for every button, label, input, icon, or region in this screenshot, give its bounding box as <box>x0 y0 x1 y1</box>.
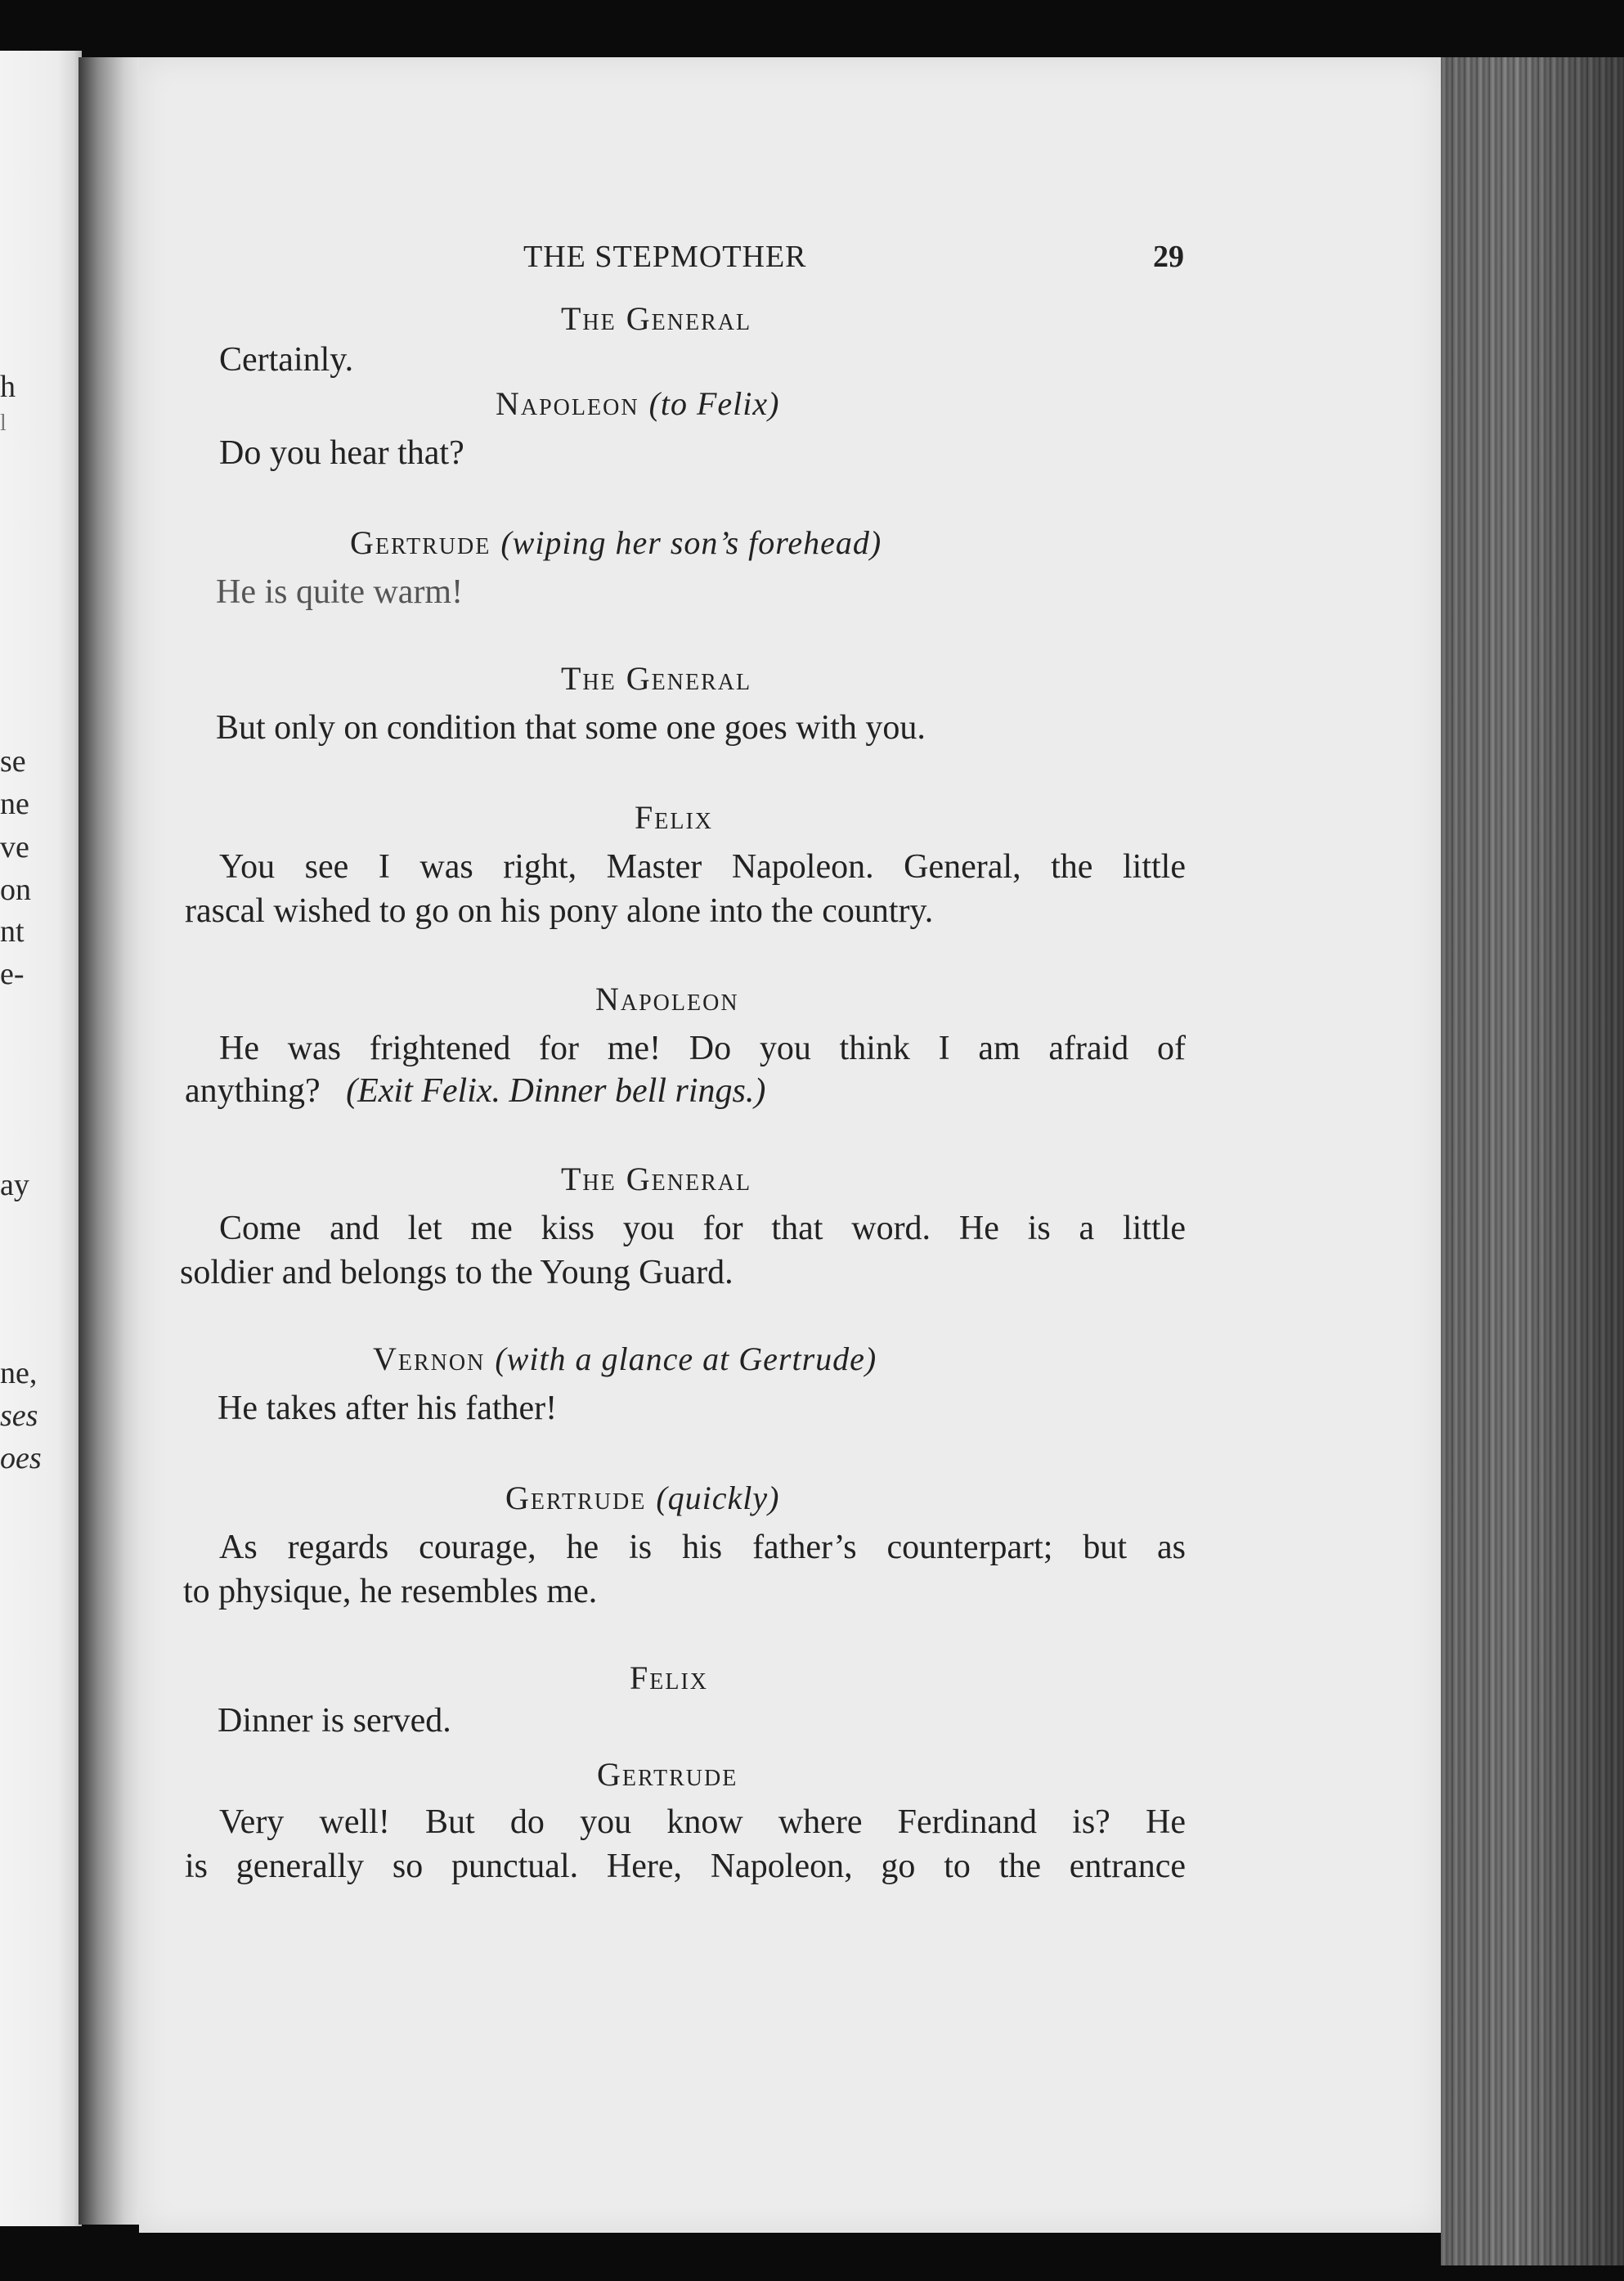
dialogue-line: He takes after his father! <box>218 1390 558 1427</box>
dialogue-line: Dinner is served. <box>218 1702 451 1740</box>
speaker-name: Gertrude <box>350 524 491 561</box>
dialogue-line: to physique, he resembles me. <box>183 1573 598 1610</box>
speaker-name: Felix <box>635 799 713 836</box>
dialogue-line: As regards courage, he is his father’s counterpart; but as <box>219 1529 1186 1566</box>
left-page-fragment: on <box>0 873 31 907</box>
dialogue-line: Do you hear that? <box>219 434 464 472</box>
dialogue-line: He was frightened for me! Do you think I am afraid of <box>219 1030 1186 1067</box>
dialogue-line: Come and let me kiss you for that word. He is a little <box>219 1210 1186 1247</box>
dialogue-line: anything? <box>185 1072 321 1110</box>
left-page-fragment: ne, <box>0 1356 38 1390</box>
running-title: THE STEPMOTHER <box>523 240 807 274</box>
speaker-name: Gertrude <box>505 1480 647 1516</box>
dialogue-line-with-direction <box>185 1071 765 1111</box>
stage-direction: (quickly) <box>656 1480 780 1516</box>
stage-direction: (to Felix) <box>648 385 780 422</box>
left-page-fragment: oes <box>0 1441 42 1475</box>
left-page-fragment: l <box>0 411 7 436</box>
page-number: 29 <box>1153 240 1184 274</box>
book-gutter-shadow <box>79 57 144 2225</box>
stage-direction: (wiping her son’s forehead) <box>500 524 882 561</box>
speaker-name: Gertrude <box>597 1756 738 1793</box>
dialogue-line: Certainly. <box>219 341 354 379</box>
speaker-name: The General <box>561 1161 752 1197</box>
speaker-name: Vernon <box>373 1340 486 1377</box>
speaker-name: Napoleon <box>595 981 739 1017</box>
left-page-fragment: ve <box>0 830 29 864</box>
left-page-fragment: nt <box>0 914 25 949</box>
speaker-name: The General <box>561 660 752 697</box>
speaker-heading <box>373 1340 877 1378</box>
speaker-heading <box>505 1479 779 1517</box>
speaker-name: Napoleon <box>496 385 639 422</box>
left-page-fragment: e- <box>0 957 25 991</box>
stage-direction: (Exit Felix. Dinner bell rings.) <box>346 1072 766 1110</box>
left-page-fragment: ses <box>0 1399 38 1433</box>
left-page-fragment: ne <box>0 787 29 821</box>
dialogue-line: Very well! But do you know where Ferdinand is? He <box>219 1803 1186 1841</box>
dialogue-line: He is quite warm! <box>216 573 464 611</box>
dialogue-line: soldier and belongs to the Young Guard. <box>180 1254 733 1291</box>
speaker-name: The General <box>561 300 752 337</box>
left-facing-page <box>0 51 82 2226</box>
dialogue-line: is generally so punctual. Here, Napoleon, go to the entrance <box>185 1848 1186 1885</box>
dialogue-line: You see I was right, Master Napoleon. General, the little <box>219 848 1186 886</box>
dialogue-line: But only on condition that some one goes with you. <box>216 709 926 747</box>
left-page-fragment: ay <box>0 1168 29 1202</box>
left-page-fragment: h <box>0 370 16 404</box>
book-edge-shadow <box>1441 57 1624 2265</box>
stage-direction: (with a glance at Gertrude) <box>495 1340 877 1377</box>
speaker-name: Felix <box>630 1659 708 1696</box>
speaker-heading <box>496 384 779 423</box>
left-page-fragment: se <box>0 744 26 779</box>
dialogue-line: rascal wished to go on his pony alone into the country. <box>185 892 934 930</box>
book-page <box>139 57 1441 2233</box>
speaker-heading <box>350 523 882 562</box>
